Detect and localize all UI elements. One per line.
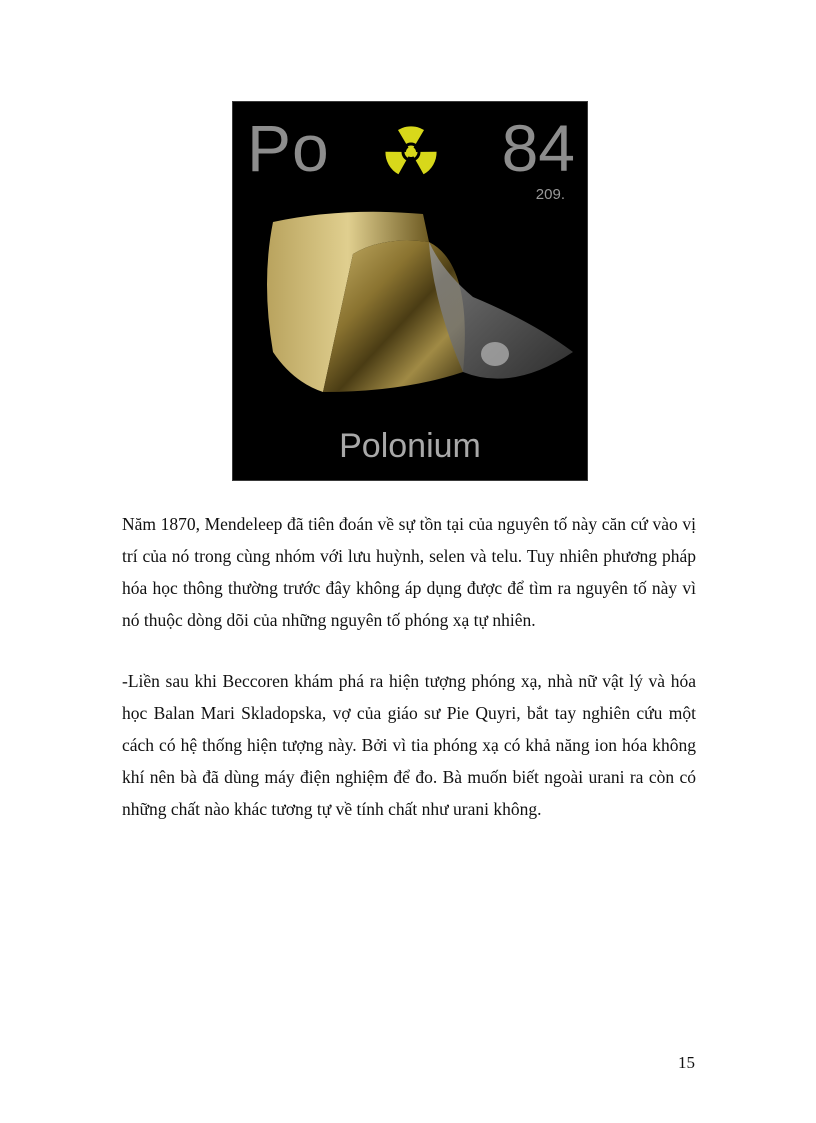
atomic-number: 84	[501, 111, 575, 185]
page-number: 15	[678, 1053, 695, 1072]
paragraph-2: -Liền sau khi Beccoren khám phá ra hiện tượng phóng xạ, nhà nữ vật lý và hóa học Balan Mari Skladopska, vợ của giáo sư Pie Quyri, bắt tay nghiên cứu một cách có hệ thống hiện tượng này. Bởi vì tia phóng xạ có khả năng ion hóa không khí nên bà đã dùng máy điện nghiệm để đo. Bà muốn biết ngoài urani ra còn có những chất nào khác tương tự về tính chất như urani không.	[122, 671, 696, 819]
element-name: Polonium	[339, 427, 481, 465]
atomic-mass: 209.	[535, 186, 565, 203]
metal-foil-illustration	[233, 202, 588, 432]
polonium-element-image	[232, 101, 588, 481]
paragraph-1: Năm 1870, Mendeleep đã tiên đoán về sự tồn tại của nguyên tố này căn cứ vào vị trí của nó trong cùng nhóm với lưu huỳnh, selen và telu. Tuy nhiên phương pháp hóa học thông thường trước đây không áp dụng được để tìm ra nguyên tố này vì nó thuộc dòng dõi của những nguyên tố phóng xạ tự nhiên.	[122, 514, 696, 630]
element-symbol: Po	[247, 111, 330, 185]
radiation-hazard-icon	[385, 124, 437, 176]
